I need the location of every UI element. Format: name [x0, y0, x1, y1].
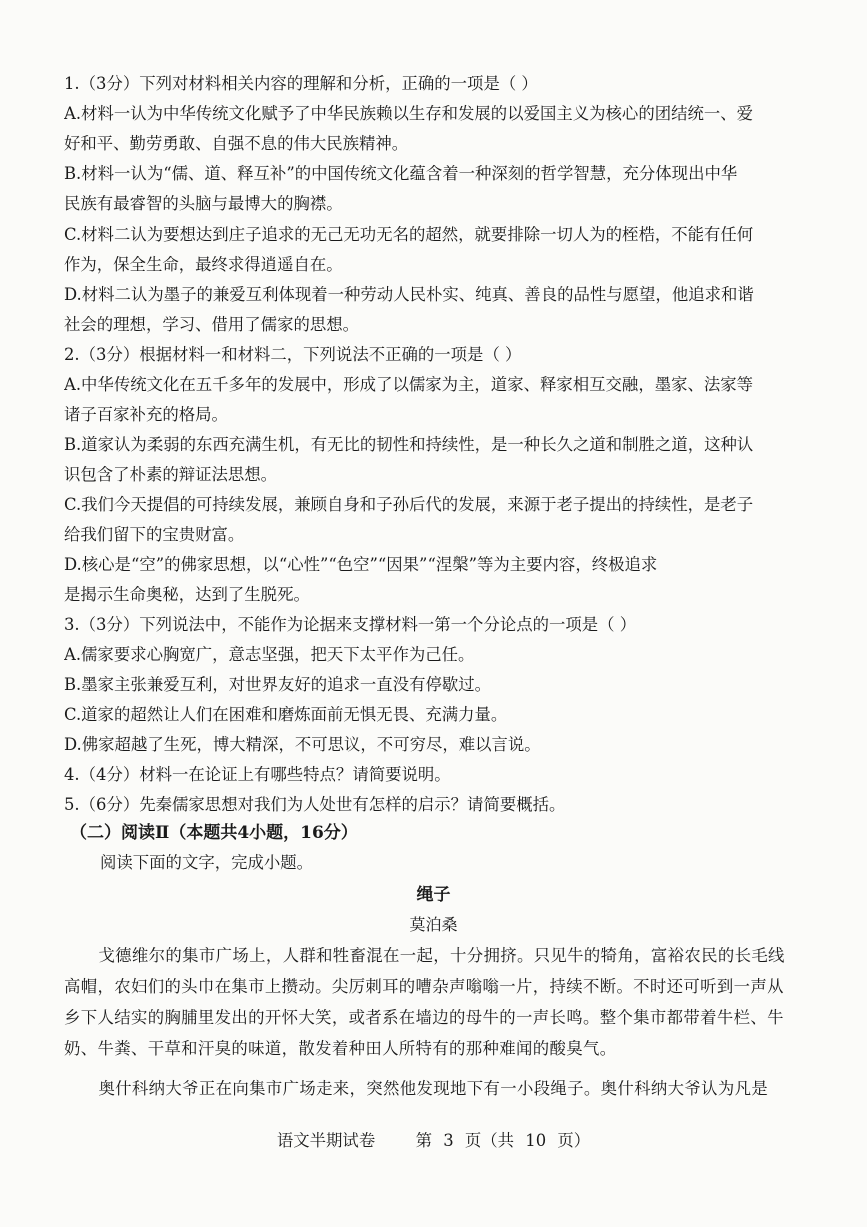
- question-5: 5.（6分）先秦儒家思想对我们为人处世有怎样的启示？请简要概括。: [64, 795, 566, 814]
- question-1-option-a: A.材料一认为中华传统文化赋予了中华民族赖以生存和发展的以爱国主义为核心的团结统一、爱: [64, 104, 754, 123]
- question-4: 4.（4分）材料一在论证上有哪些特点？请简要说明。: [64, 765, 451, 784]
- question-2-stem: 2.（3分）根据材料一和材料二，下列说法不正确的一项是（ ）: [64, 345, 522, 364]
- question-2-option-a: A.中华传统文化在五千多年的发展中，形成了以儒家为主，道家、释家相互交融，墨家、法家等: [64, 375, 754, 394]
- question-2-option-d-cont: 是揭示生命奥秘，达到了生脱死。: [64, 585, 310, 604]
- question-1-option-c-cont: 作为，保全生命，最终求得逍遥自在。: [64, 255, 343, 274]
- question-1-option-b: B.材料一认为“儒、道、释互补”的中国传统文化蕴含着一种深刻的哲学智慧，充分体现出中华: [64, 164, 738, 183]
- story-paragraph-1: 戈德维尔的集市广场上，人群和牲畜混在一起，十分拥挤。只见牛的犄角，富裕农民的长毛线高帽，农妇们的头巾在集市上攒动。尖厉刺耳的嘈杂声嗡嗡一片，持续不断。不时还可听到一声从乡下人结实的胸脯里发出的开怀大笑，或者系在墙边的母牛的一声长鸣。整个集市都带着牛栏、牛奶、牛粪、干草和汗臭的味道，散发着种田人所特有的那种难闻的酸臭气。: [64, 946, 785, 1058]
- story-paragraph-2: 奥什科纳大爷正在向集市广场走来，突然他发现地下有一小段绳子。奥什科纳大爷认为凡是: [98, 1079, 769, 1098]
- question-2-option-c: C.我们今天提倡的可持续发展，兼顾自身和子孙后代的发展，来源于老子提出的持续性，是老子: [64, 495, 754, 514]
- question-3-option-c: C.道家的超然让人们在困难和磨炼面前无惧无畏、充满力量。: [64, 705, 508, 724]
- question-2-option-b: B.道家认为柔弱的东西充满生机，有无比的韧性和持续性，是一种长久之道和制胜之道，这种认: [64, 435, 754, 454]
- page-footer: [0, 1127, 867, 1151]
- question-1-option-c: C.材料二认为要想达到庄子追求的无己无功无名的超然，就要排除一切人为的桎梏，不能有任何: [64, 225, 754, 244]
- story-author: 莫泊桑: [409, 915, 458, 934]
- question-3-option-a: A.儒家要求心胸宽广，意志坚强，把天下太平作为己任。: [64, 645, 475, 664]
- question-3-option-d: D.佛家超越了生死，博大精深，不可思议，不可穷尽，难以言说。: [64, 735, 541, 754]
- section-heading: （二）阅读Ⅱ（本题共4小题，16分）: [70, 823, 358, 843]
- question-1-stem: 1.（3分）下列对材料相关内容的理解和分析，正确的一项是（ ）: [64, 74, 538, 93]
- question-1-option-b-cont: 民族有最睿智的头脑与最博大的胸襟。: [64, 194, 343, 213]
- section-instruction: 阅读下面的文字，完成小题。: [100, 853, 314, 872]
- question-2-option-a-cont: 诸子百家补充的格局。: [64, 405, 228, 424]
- question-1-option-d-cont: 社会的理想，学习、借用了儒家的思想。: [64, 315, 360, 334]
- footer-subject: 语文半期试卷: [276, 1131, 376, 1150]
- question-3-option-b: B.墨家主张兼爱互利，对世界友好的追求一直没有停歇过。: [64, 675, 492, 694]
- question-2-option-d: D.核心是“空”的佛家思想，以“心性”“色空”“因果”“涅槃”等为主要内容，终极追求: [64, 555, 658, 574]
- footer-page-number: 第 3 页（共 10 页）: [415, 1131, 591, 1150]
- question-2-option-c-cont: 给我们留下的宝贵财富。: [64, 525, 245, 544]
- question-1-option-d: D.材料二认为墨子的兼爱互利体现着一种劳动人民朴实、纯真、善良的品性与愿望，他追求和谐: [64, 285, 754, 304]
- story-title: 绳子: [416, 885, 451, 905]
- question-1-option-a-cont: 好和平、勤劳勇敢、自强不息的伟大民族精神。: [64, 134, 409, 153]
- question-2-option-b-cont: 识包含了朴素的辩证法思想。: [64, 465, 278, 484]
- question-3-stem: 3.（3分）下列说法中，不能作为论据来支撑材料一第一个分论点的一项是（ ）: [64, 615, 637, 634]
